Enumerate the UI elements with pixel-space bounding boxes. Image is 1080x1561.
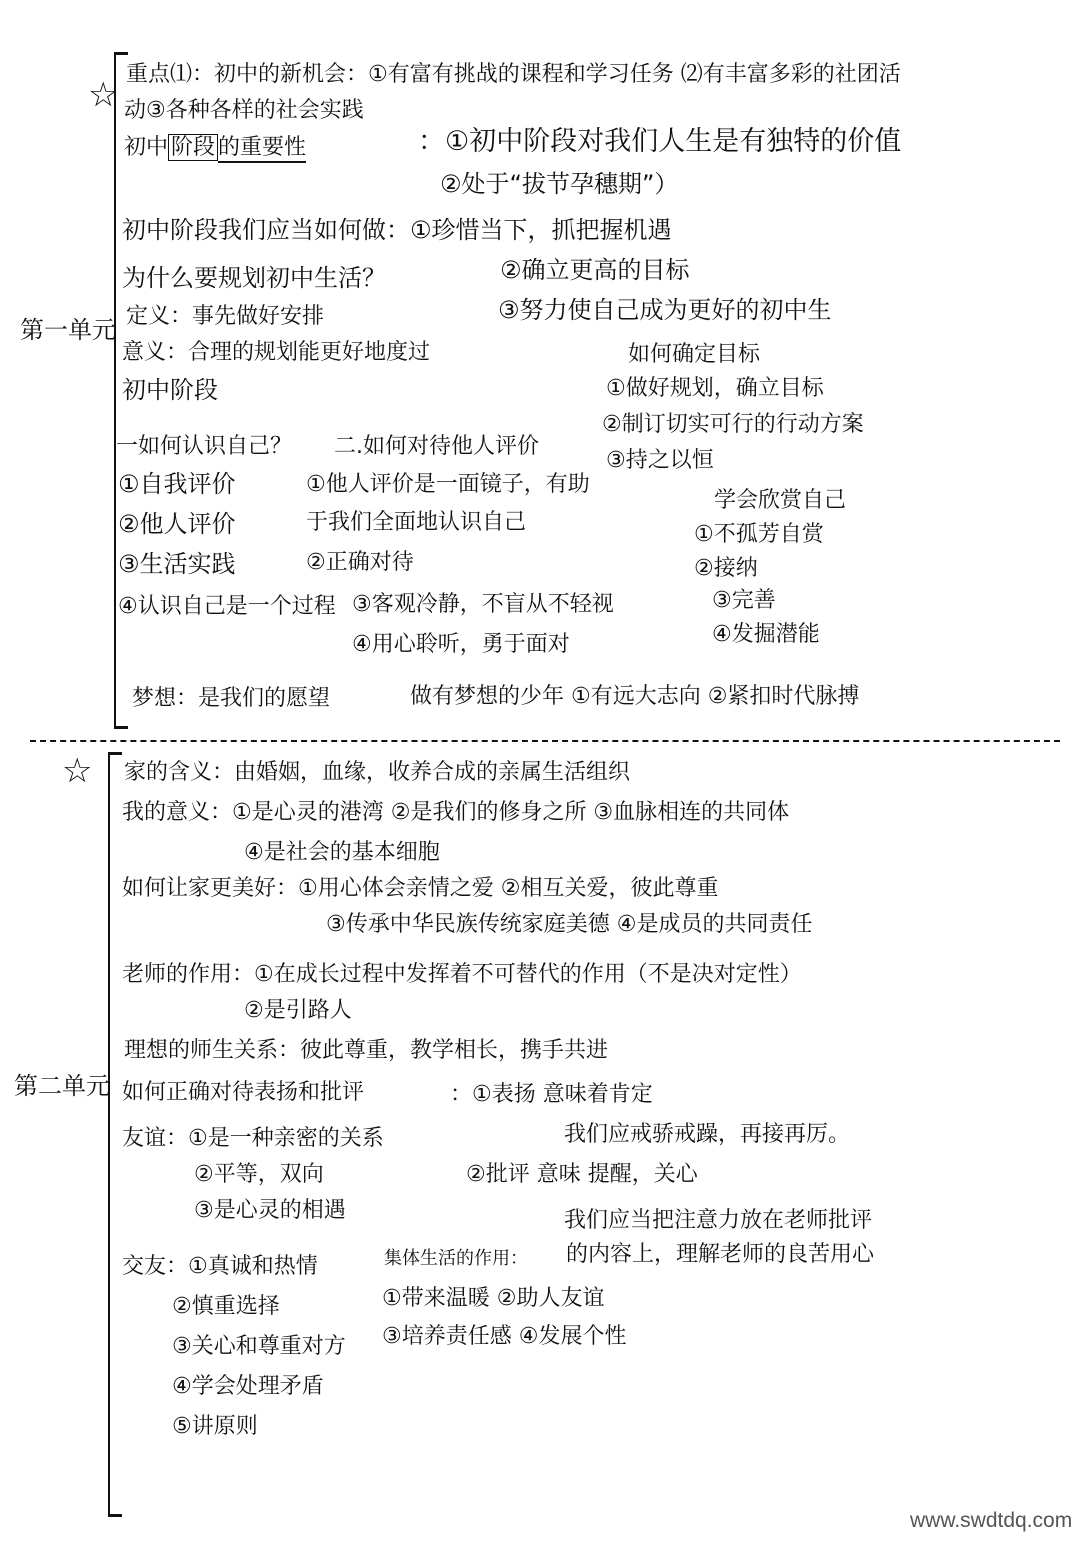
unit1-goal-2: ②制订切实可行的行动方案: [602, 412, 864, 437]
unit1-bracket-top: [114, 52, 128, 55]
unit2-making-3: ③关心和尊重对方: [172, 1334, 346, 1359]
unit1-star-icon: ☆: [88, 75, 119, 115]
stage-label: 初中: [124, 135, 169, 160]
unit1-know-4: ④认识自己是一个过程: [118, 594, 336, 619]
unit1-appreciate-3: ③完善: [712, 588, 776, 613]
unit1-label: 第一单元: [20, 316, 116, 344]
unit2-making-5: ⑤讲原则: [172, 1414, 258, 1439]
unit1-meaning: 意义：合理的规划能更好地度过: [122, 340, 431, 365]
unit1-appreciate-1: ①不孤芳自赏: [694, 522, 824, 547]
unit2-collective-title: 集体生活的作用：: [384, 1248, 528, 1269]
unit2-my-meaning-4: ④是社会的基本细胞: [244, 840, 440, 865]
unit2-bracket: [108, 752, 110, 1516]
unit1-dream-youth: 做有梦想的少年 ①有远大志向 ②紧扣时代脉搏: [410, 684, 860, 709]
unit2-ideal-relation: 理想的师生关系：彼此尊重，教学相长，携手共进: [124, 1038, 609, 1063]
unit1-meaning-cont: 初中阶段: [122, 376, 218, 404]
unit1-appreciate-title: 学会欣赏自己: [714, 488, 847, 513]
unit2-criticism-note: 我们应当把注意力放在老师批评: [564, 1208, 873, 1233]
unit1-treat-4: ④用心聆听，勇于面对: [352, 632, 570, 657]
unit1-appreciate-2: ②接纳: [694, 556, 758, 581]
unit1-goal-3: ③持之以恒: [606, 448, 714, 473]
unit1-appreciate-4: ④发掘潜能: [712, 622, 820, 647]
unit1-how-to-do: 初中阶段我们应当如何做：①珍惜当下，抓把握机遇: [122, 216, 672, 244]
unit2-home-meaning: 家的含义：由婚姻，血缘，收养合成的亲属生活组织: [124, 760, 631, 785]
unit1-key-points-cont: 动③各种各样的社会实践: [124, 98, 364, 123]
unit1-why-plan: 为什么要规划初中生活？: [122, 264, 386, 292]
stage-rest: 的重要性: [218, 135, 306, 163]
unit2-collective-1: ①带来温暖 ②助人友谊: [382, 1286, 605, 1311]
unit1-dream: 梦想：是我们的愿望: [132, 686, 331, 711]
unit1-know-2: ②他人评价: [118, 510, 236, 538]
unit2-better-home-2: ③传承中华民族传统家庭美德 ④是成员的共同责任: [326, 912, 813, 937]
unit2-teacher-role-2: ②是引路人: [244, 998, 352, 1023]
unit2-star-icon: ☆: [62, 751, 93, 791]
unit1-goal-1: ①做好规划，确立目标: [606, 376, 824, 401]
unit1-key-points: 重点⑴：初中的新机会：①有富有挑战的课程和学习任务 ⑵有丰富多彩的社团活: [126, 62, 901, 87]
unit2-bracket-bottom: [108, 1514, 122, 1517]
unit2-making-4: ④学会处理矛盾: [172, 1374, 324, 1399]
unit2-my-meaning: 我的意义：①是心灵的港湾 ②是我们的修身之所 ③血脉相连的共同体: [122, 800, 790, 825]
unit1-how-2: ②确立更高的目标: [500, 256, 690, 284]
unit1-know-3: ③生活实践: [118, 550, 236, 578]
unit2-criticism: ②批评 意味 提醒，关心: [466, 1162, 698, 1187]
unit2-making-2: ②慎重选择: [172, 1294, 280, 1319]
unit2-friendship: 友谊：①是一种亲密的关系: [122, 1126, 384, 1151]
unit1-treat-2: ②正确对待: [306, 550, 414, 575]
unit2-label: 第二单元: [14, 1072, 110, 1100]
unit2-friendship-3: ③是心灵的相遇: [194, 1198, 346, 1223]
unit2-friendship-2: ②平等，双向: [194, 1162, 324, 1187]
unit1-bracket: [114, 52, 116, 728]
unit1-bracket-bottom: [114, 726, 128, 729]
unit2-praise-note: 我们应戒骄戒躁，再接再厉。: [564, 1122, 851, 1147]
unit1-know-self-title: 一如何认识自己？: [116, 434, 293, 459]
watermark: www.swdtdq.com: [910, 1509, 1073, 1532]
unit1-importance-1: ：①初中阶段对我们人生是有独特的价值: [418, 126, 902, 157]
stage-box: 阶段: [168, 134, 218, 161]
unit1-treat-eval-title: 二.如何对待他人评价: [334, 434, 539, 459]
unit1-how-3: ③努力使自己成为更好的初中生: [498, 296, 832, 324]
unit1-treat-1-cont: 于我们全面地认识自己: [306, 510, 527, 535]
unit2-teacher-role: 老师的作用：①在成长过程中发挥着不可替代的作用（不是决对定性）: [122, 962, 802, 987]
unit1-definition: 定义：事先做好安排: [126, 304, 325, 329]
unit1-treat-1: ①他人评价是一面镜子，有助: [306, 472, 590, 497]
unit2-collective-2: ③培养责任感 ④发展个性: [382, 1324, 627, 1349]
unit2-praise-criticism: 如何正确对待表扬和批评: [122, 1080, 365, 1105]
unit1-goal-title: 如何确定目标: [628, 342, 761, 367]
unit1-importance-2: ②处于“拔节孕穗期”）: [440, 170, 679, 198]
unit1-stage-importance: [124, 137, 306, 159]
unit2-praise: ：①表扬 意味着肯定: [450, 1082, 653, 1107]
unit2-bracket-top: [108, 752, 122, 755]
unit2-criticism-note-2: 的内容上，理解老师的良苦用心: [566, 1242, 875, 1267]
unit1-treat-3: ③客观冷静，不盲从不轻视: [352, 592, 614, 617]
unit2-making-friends: 交友：①真诚和热情: [122, 1254, 318, 1279]
unit2-better-home: 如何让家更美好：①用心体会亲情之爱 ②相互关爱，彼此尊重: [122, 876, 719, 901]
unit1-know-1: ①自我评价: [118, 470, 236, 498]
unit-divider: [30, 740, 1060, 742]
